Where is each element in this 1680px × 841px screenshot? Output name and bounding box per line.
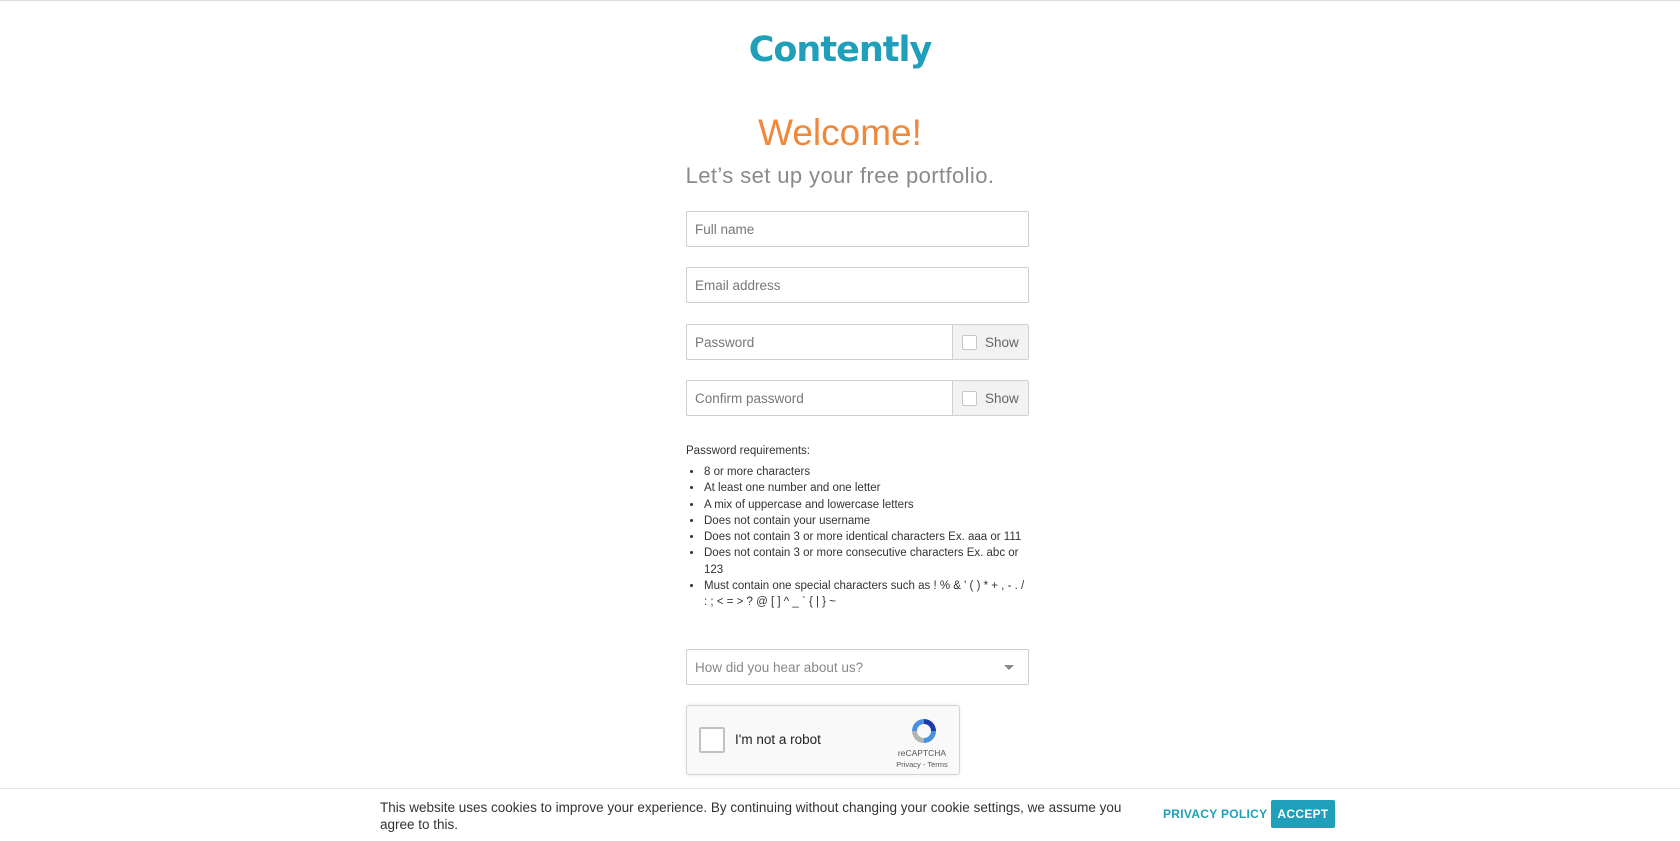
password-field — [686, 324, 1029, 360]
requirement-item: • 8 or more characters — [703, 464, 1029, 480]
recaptcha-links[interactable]: Privacy - Terms — [896, 760, 948, 769]
contently-logo[interactable]: Contently — [748, 30, 932, 70]
full-name-input[interactable] — [687, 212, 1028, 246]
recaptcha-widget — [686, 705, 960, 775]
password-requirements-title: Password requirements: — [686, 445, 810, 457]
top-border — [0, 0, 1680, 1]
requirement-item: • Does not contain 3 or more consecutive characters Ex. abc or 123 — [703, 545, 1029, 578]
recaptcha-brand: reCAPTCHA — [897, 748, 947, 758]
accept-cookies-button[interactable]: ACCEPT — [1271, 800, 1335, 828]
page-title: Welcome! — [758, 112, 922, 153]
requirement-item: • A mix of uppercase and lowercase letters — [703, 497, 1029, 513]
recaptcha-label: I'm not a robot — [735, 732, 821, 747]
show-confirm-password-label: Show — [985, 390, 1019, 406]
requirement-item: • Must contain one special characters such as ! % & ' ( ) * + , - . / : ; < = > ? @ [ ] ^ _ ` { | } ~ — [703, 578, 1029, 611]
show-password-label: Show — [985, 334, 1019, 350]
password-requirements-list — [686, 464, 1029, 611]
referral-source-select[interactable] — [686, 649, 1029, 685]
page-subtitle: Let’s set up your free portfolio. — [685, 163, 995, 188]
email-field — [686, 267, 1029, 303]
password-requirements — [686, 445, 1029, 611]
requirement-item: • Does not contain your username — [703, 513, 1029, 529]
chevron-down-icon — [1004, 665, 1014, 670]
show-password-toggle[interactable] — [952, 325, 1028, 359]
privacy-policy-link[interactable]: PRIVACY POLICY — [1163, 807, 1268, 821]
recaptcha-checkbox[interactable] — [699, 727, 725, 753]
cookie-banner — [0, 788, 1680, 841]
recaptcha-icon — [909, 716, 939, 746]
cookie-banner-text: This website uses cookies to improve your experience. By continuing without changing your cookie settings, we assume you agree to this. — [380, 800, 1122, 832]
show-confirm-password-checkbox[interactable] — [962, 391, 977, 406]
full-name-field — [686, 211, 1029, 247]
requirement-item: • At least one number and one letter — [703, 480, 1029, 496]
show-password-checkbox[interactable] — [962, 335, 977, 350]
referral-source-placeholder: How did you hear about us? — [695, 659, 864, 675]
show-confirm-password-toggle[interactable] — [952, 381, 1028, 415]
requirement-item: • Does not contain 3 or more identical characters Ex. aaa or 111 — [703, 529, 1029, 545]
confirm-password-field — [686, 380, 1029, 416]
email-input[interactable] — [687, 268, 1028, 302]
